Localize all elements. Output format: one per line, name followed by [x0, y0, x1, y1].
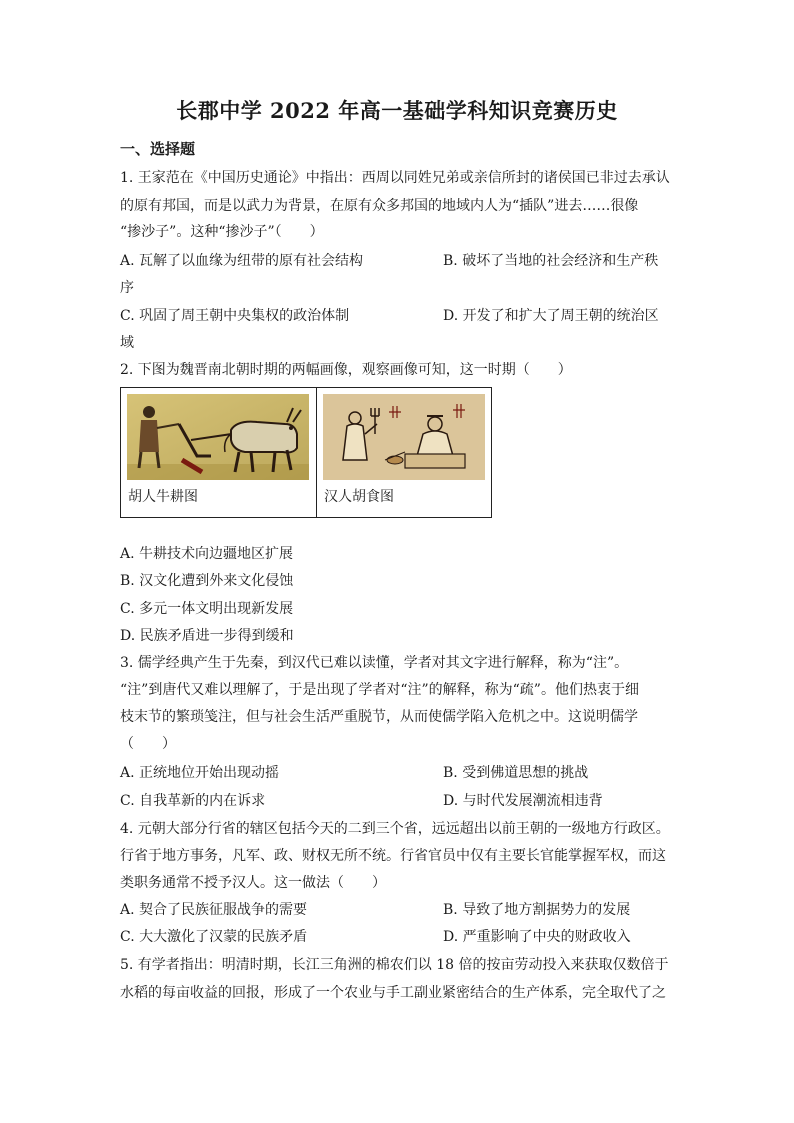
q4-option-a: A. 契合了民族征服战争的需要 — [120, 902, 308, 918]
q3-stem-line-2: “注”到唐代又难以理解了，于是出现了学者对“注”的解释，称为“疏”。他们热衷于细 — [120, 682, 639, 698]
q3-stem-line-3: 枝末节的繁琐笺注，但与社会生活严重脱节，从而使儒学陷入危机之中。这说明儒学 — [120, 709, 638, 725]
q1-option-b-cont: 序 — [120, 280, 134, 296]
q1-option-a: A. 瓦解了以血缘为纽带的原有社会结构 — [120, 253, 364, 269]
q2-option-b: B. 汉文化遭到外来文化侵蚀 — [120, 573, 294, 589]
q3-stem-line-1: 3. 儒学经典产生于先秦，到汉代已难以读懂，学者对其文字进行解释，称为“注”。 — [120, 655, 629, 671]
q4-option-d: D. 严重影响了中央的财政收入 — [443, 929, 631, 945]
q1-stem-line-3: “掺沙子”。这种“掺沙子”（ ） — [120, 224, 324, 240]
figure-cell-ox-plowing — [121, 388, 317, 517]
page-title: 长郡中学 2022 年高一基础学科知识竞赛历史 — [176, 98, 618, 123]
q5-stem-line-2: 水稻的每亩收益的回报，形成了一个农业与手工副业紧密结合的生产体系，完全取代了之 — [120, 985, 666, 1001]
q2-option-d: D. 民族矛盾进一步得到缓和 — [120, 628, 294, 644]
caption-han-food: 汉人胡食图 — [324, 489, 394, 505]
q2-option-a: A. 牛耕技术向边疆地区扩展 — [120, 546, 294, 562]
q2-option-c: C. 多元一体文明出现新发展 — [120, 601, 294, 617]
q3-stem-line-4: （ ） — [120, 736, 176, 752]
q1-option-d-cont: 域 — [120, 335, 134, 351]
q1-option-d: D. 开发了和扩大了周王朝的统治区 — [443, 308, 659, 324]
q1-option-b: B. 破坏了当地的社会经济和生产秩 — [443, 253, 659, 269]
q3-option-a: A. 正统地位开始出现动摇 — [120, 765, 280, 781]
q3-option-c: C. 自我革新的内在诉求 — [120, 793, 266, 809]
q1-stem-line-1: 1. 王家范在《中国历史通论》中指出：西周以同姓兄弟或亲信所封的诸侯国已非过去承认 — [120, 170, 670, 186]
caption-ox-plowing: 胡人牛耕图 — [128, 489, 198, 505]
section-heading: 一、选择题 — [120, 140, 196, 158]
q3-option-d: D. 与时代发展潮流相违背 — [443, 793, 603, 809]
q2-figure-table — [120, 387, 492, 518]
han-food-painting — [323, 394, 485, 480]
q4-option-b: B. 导致了地方割据势力的发展 — [443, 902, 631, 918]
figure-cell-han-food — [317, 388, 491, 517]
q1-option-c: C. 巩固了周王朝中央集权的政治体制 — [120, 308, 350, 324]
q2-stem: 2. 下图为魏晋南北朝时期的两幅画像，观察画像可知，这一时期（ ） — [120, 362, 572, 378]
q4-stem-line-2: 行省于地方事务，凡军、政、财权无所不统。行省官员中仅有主要长官能掌握军权，而这 — [120, 848, 666, 864]
q4-stem-line-3: 类职务通常不授予汉人。这一做法（ ） — [120, 875, 386, 891]
q1-stem-line-2: 的原有邦国，而是以武力为背景，在原有众多邦国的地域内人为“插队”进去……很像 — [120, 198, 639, 214]
q4-option-c: C. 大大激化了汉蒙的民族矛盾 — [120, 929, 308, 945]
q5-stem-line-1: 5. 有学者指出：明清时期，长江三角洲的棉农们以 18 倍的按亩劳动投入来获取仅数倍于 — [120, 957, 669, 973]
q3-option-b: B. 受到佛道思想的挑战 — [443, 765, 589, 781]
q4-stem-line-1: 4. 元朝大部分行省的辖区包括今天的二到三个省，远远超出以前王朝的一级地方行政区。 — [120, 821, 670, 837]
ox-plowing-painting — [127, 394, 309, 480]
